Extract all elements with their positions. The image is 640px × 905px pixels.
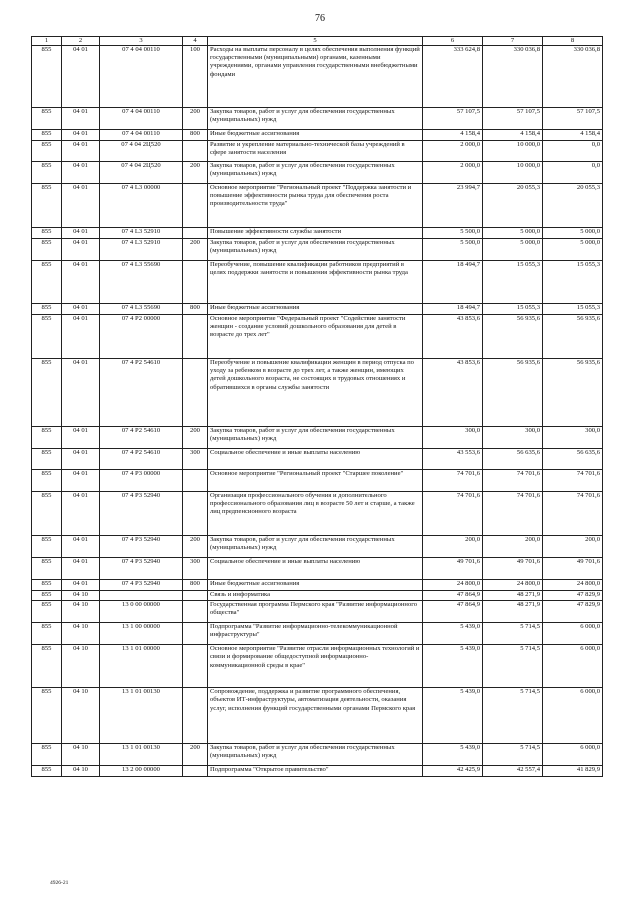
description-cell: Закупка товаров, работ и услуг для обеспечения государственных (муниципальных) нужд xyxy=(208,743,423,765)
amount-col-8-cell: 5 000,0 xyxy=(543,238,603,260)
expense-type-cell: 800 xyxy=(183,303,208,314)
description-cell: Подпрограмма "Открытое правительство" xyxy=(208,765,423,776)
description-cell: Социальное обеспечение и иные выплаты населению xyxy=(208,448,423,469)
table-row xyxy=(32,238,603,260)
amount-col-8-cell: 15 055,3 xyxy=(543,260,603,303)
table-row xyxy=(32,622,603,644)
table-row xyxy=(32,426,603,448)
description-cell: Закупка товаров, работ и услуг для обеспечения государственных (муниципальных) нужд xyxy=(208,161,423,183)
column-header-1: 1 xyxy=(32,37,62,46)
amount-col-6-cell: 47 864,9 xyxy=(423,590,483,600)
amount-col-6-cell: 24 800,0 xyxy=(423,579,483,590)
target-article-cell: 07 4 P3 52940 xyxy=(100,557,183,579)
amount-col-8-cell: 57 107,5 xyxy=(543,107,603,129)
description-cell: Основное мероприятие "Развитие отрасли информационных технологий и связи и формирование общедоступной информационно-коммуникационной среды в крае" xyxy=(208,644,423,687)
admin-code-cell: 855 xyxy=(32,183,62,227)
table-row xyxy=(32,140,603,161)
target-article-cell: 07 4 P3 52940 xyxy=(100,535,183,557)
table-row xyxy=(32,161,603,183)
description-cell: Основное мероприятие "Федеральный проект "Содействие занятости женщин - создание условий дошкольного образования для детей в возрасте до трех лет" xyxy=(208,314,423,358)
description-cell: Иные бюджетные ассигнования xyxy=(208,579,423,590)
amount-col-7-cell: 20 055,3 xyxy=(483,183,543,227)
amount-col-7-cell: 15 055,3 xyxy=(483,260,543,303)
description-cell: Основное мероприятие "Региональный проект "Поддержка занятости и повышение эффективности рынка труда для обеспечения роста производительности труда" xyxy=(208,183,423,227)
expense-type-cell xyxy=(183,687,208,743)
amount-col-7-cell: 200,0 xyxy=(483,535,543,557)
section-code-cell: 04 01 xyxy=(62,535,100,557)
expense-type-cell xyxy=(183,358,208,426)
amount-col-7-cell: 5 714,5 xyxy=(483,644,543,687)
expense-type-cell: 800 xyxy=(183,129,208,140)
description-cell: Закупка товаров, работ и услуг для обеспечения государственных (муниципальных) нужд xyxy=(208,426,423,448)
table-row xyxy=(32,579,603,590)
amount-col-8-cell: 6 000,0 xyxy=(543,743,603,765)
amount-col-7-cell: 10 000,0 xyxy=(483,140,543,161)
target-article-cell: 07 4 P3 00000 xyxy=(100,469,183,491)
amount-col-7-cell: 49 701,6 xyxy=(483,557,543,579)
page-number: 76 xyxy=(315,13,325,24)
amount-col-6-cell: 5 439,0 xyxy=(423,743,483,765)
expense-type-cell xyxy=(183,314,208,358)
amount-col-8-cell: 47 829,9 xyxy=(543,600,603,622)
table-header xyxy=(32,37,603,46)
admin-code-cell: 855 xyxy=(32,622,62,644)
admin-code-cell: 855 xyxy=(32,491,62,535)
amount-col-7-cell: 15 055,3 xyxy=(483,303,543,314)
section-code-cell: 04 01 xyxy=(62,129,100,140)
amount-col-8-cell: 20 055,3 xyxy=(543,183,603,227)
admin-code-cell: 855 xyxy=(32,448,62,469)
admin-code-cell: 855 xyxy=(32,238,62,260)
table-row xyxy=(32,227,603,238)
admin-code-cell: 855 xyxy=(32,590,62,600)
admin-code-cell: 855 xyxy=(32,107,62,129)
amount-col-6-cell: 5 500,0 xyxy=(423,227,483,238)
section-code-cell: 04 01 xyxy=(62,448,100,469)
section-code-cell: 04 10 xyxy=(62,644,100,687)
table-row xyxy=(32,358,603,426)
description-cell: Связь и информатика xyxy=(208,590,423,600)
section-code-cell: 04 01 xyxy=(62,161,100,183)
admin-code-cell: 855 xyxy=(32,535,62,557)
admin-code-cell: 855 xyxy=(32,129,62,140)
admin-code-cell: 855 xyxy=(32,644,62,687)
description-cell: Социальное обеспечение и иные выплаты населению xyxy=(208,557,423,579)
table-row xyxy=(32,107,603,129)
amount-col-8-cell: 6 000,0 xyxy=(543,644,603,687)
amount-col-8-cell: 6 000,0 xyxy=(543,622,603,644)
amount-col-7-cell: 48 271,9 xyxy=(483,600,543,622)
amount-col-7-cell: 330 036,8 xyxy=(483,45,543,107)
amount-col-7-cell: 42 557,4 xyxy=(483,765,543,776)
description-cell: Закупка товаров, работ и услуг для обеспечения государственных (муниципальных) нужд xyxy=(208,107,423,129)
amount-col-8-cell: 74 701,6 xyxy=(543,491,603,535)
section-code-cell: 04 10 xyxy=(62,743,100,765)
target-article-cell: 07 4 L3 55690 xyxy=(100,303,183,314)
amount-col-6-cell: 333 624,8 xyxy=(423,45,483,107)
expense-type-cell xyxy=(183,140,208,161)
section-code-cell: 04 01 xyxy=(62,227,100,238)
amount-col-6-cell: 5 439,0 xyxy=(423,644,483,687)
amount-col-6-cell: 5 439,0 xyxy=(423,622,483,644)
expense-type-cell: 200 xyxy=(183,743,208,765)
amount-col-6-cell: 74 701,6 xyxy=(423,469,483,491)
amount-col-6-cell: 47 864,9 xyxy=(423,600,483,622)
section-code-cell: 04 01 xyxy=(62,557,100,579)
expense-type-cell: 800 xyxy=(183,579,208,590)
table-row xyxy=(32,600,603,622)
amount-col-6-cell: 43 853,6 xyxy=(423,358,483,426)
table-row xyxy=(32,129,603,140)
target-article-cell: 07 4 P3 52940 xyxy=(100,491,183,535)
table-row xyxy=(32,491,603,535)
amount-col-8-cell: 200,0 xyxy=(543,535,603,557)
amount-col-8-cell: 56 635,6 xyxy=(543,448,603,469)
amount-col-7-cell: 300,0 xyxy=(483,426,543,448)
section-code-cell: 04 01 xyxy=(62,107,100,129)
description-cell: Основное мероприятие "Региональный проект "Старшее поколение" xyxy=(208,469,423,491)
target-article-cell: 07 4 P2 54610 xyxy=(100,426,183,448)
target-article-cell: 07 4 L3 52910 xyxy=(100,238,183,260)
table-row xyxy=(32,448,603,469)
amount-col-6-cell: 4 158,4 xyxy=(423,129,483,140)
description-cell: Иные бюджетные ассигнования xyxy=(208,129,423,140)
description-cell: Развитие и укрепление материально-технической базы учреждений в сфере занятости населения xyxy=(208,140,423,161)
section-code-cell: 04 01 xyxy=(62,426,100,448)
target-article-cell: 13 1 01 00000 xyxy=(100,644,183,687)
section-code-cell: 04 01 xyxy=(62,140,100,161)
amount-col-8-cell: 6 000,0 xyxy=(543,687,603,743)
amount-col-8-cell: 56 935,6 xyxy=(543,314,603,358)
amount-col-7-cell: 56 935,6 xyxy=(483,358,543,426)
target-article-cell: 07 4 04 2Ц520 xyxy=(100,161,183,183)
amount-col-7-cell: 57 107,5 xyxy=(483,107,543,129)
amount-col-8-cell: 24 800,0 xyxy=(543,579,603,590)
amount-col-6-cell: 23 994,7 xyxy=(423,183,483,227)
expense-type-cell: 200 xyxy=(183,535,208,557)
section-code-cell: 04 01 xyxy=(62,238,100,260)
amount-col-7-cell: 5 000,0 xyxy=(483,227,543,238)
expense-type-cell xyxy=(183,491,208,535)
table-row xyxy=(32,743,603,765)
admin-code-cell: 855 xyxy=(32,227,62,238)
admin-code-cell: 855 xyxy=(32,687,62,743)
header-row xyxy=(32,37,603,46)
admin-code-cell: 855 xyxy=(32,161,62,183)
section-code-cell: 04 10 xyxy=(62,590,100,600)
amount-col-6-cell: 42 425,9 xyxy=(423,765,483,776)
budget-table xyxy=(31,36,603,777)
admin-code-cell: 855 xyxy=(32,765,62,776)
amount-col-7-cell: 74 701,6 xyxy=(483,491,543,535)
amount-col-6-cell: 49 701,6 xyxy=(423,557,483,579)
expense-type-cell xyxy=(183,183,208,227)
admin-code-cell: 855 xyxy=(32,579,62,590)
expense-type-cell xyxy=(183,469,208,491)
section-code-cell: 04 01 xyxy=(62,579,100,590)
description-cell: Переобучение и повышение квалификации женщин в период отпуска по уходу за ребенком в возрасте до трех лет, а также женщин, имеющих детей дошкольного возраста, не состоящих в трудовых отношениях и обратившихся в органы службы занятости xyxy=(208,358,423,426)
amount-col-7-cell: 5 714,5 xyxy=(483,622,543,644)
amount-col-7-cell: 10 000,0 xyxy=(483,161,543,183)
section-code-cell: 04 01 xyxy=(62,183,100,227)
amount-col-8-cell: 0,0 xyxy=(543,161,603,183)
amount-col-8-cell: 300,0 xyxy=(543,426,603,448)
section-code-cell: 04 10 xyxy=(62,765,100,776)
expense-type-cell: 200 xyxy=(183,426,208,448)
expense-type-cell xyxy=(183,644,208,687)
footer-code: 4926-21 xyxy=(50,880,69,886)
amount-col-8-cell: 330 036,8 xyxy=(543,45,603,107)
target-article-cell: 07 4 P2 54610 xyxy=(100,448,183,469)
admin-code-cell: 855 xyxy=(32,260,62,303)
target-article-cell: 07 4 L3 52910 xyxy=(100,227,183,238)
target-article-cell: 07 4 04 2Ц520 xyxy=(100,140,183,161)
table-row xyxy=(32,590,603,600)
amount-col-7-cell: 74 701,6 xyxy=(483,469,543,491)
amount-col-6-cell: 2 000,0 xyxy=(423,161,483,183)
column-header-7: 7 xyxy=(483,37,543,46)
amount-col-6-cell: 18 494,7 xyxy=(423,303,483,314)
amount-col-6-cell: 200,0 xyxy=(423,535,483,557)
amount-col-6-cell: 43 553,6 xyxy=(423,448,483,469)
admin-code-cell: 855 xyxy=(32,303,62,314)
column-header-6: 6 xyxy=(423,37,483,46)
amount-col-7-cell: 5 714,5 xyxy=(483,687,543,743)
expense-type-cell xyxy=(183,765,208,776)
section-code-cell: 04 10 xyxy=(62,687,100,743)
amount-col-6-cell: 2 000,0 xyxy=(423,140,483,161)
description-cell: Переобучение, повышение квалификации работников предприятий в целях поддержки занятости и повышения эффективности рынка труда xyxy=(208,260,423,303)
amount-col-8-cell: 0,0 xyxy=(543,140,603,161)
table-row xyxy=(32,557,603,579)
amount-col-7-cell: 5 000,0 xyxy=(483,238,543,260)
table-row xyxy=(32,535,603,557)
target-article-cell: 07 4 P3 52940 xyxy=(100,579,183,590)
amount-col-8-cell: 47 829,9 xyxy=(543,590,603,600)
target-article-cell: 13 2 00 00000 xyxy=(100,765,183,776)
table-row xyxy=(32,303,603,314)
target-article-cell: 07 4 04 00110 xyxy=(100,107,183,129)
amount-col-6-cell: 74 701,6 xyxy=(423,491,483,535)
admin-code-cell: 855 xyxy=(32,426,62,448)
section-code-cell: 04 01 xyxy=(62,260,100,303)
target-article-cell: 13 1 01 00130 xyxy=(100,743,183,765)
amount-col-8-cell: 74 701,6 xyxy=(543,469,603,491)
expense-type-cell: 100 xyxy=(183,45,208,107)
table-row xyxy=(32,687,603,743)
table-row xyxy=(32,765,603,776)
expense-type-cell xyxy=(183,260,208,303)
amount-col-7-cell: 56 635,6 xyxy=(483,448,543,469)
amount-col-7-cell: 4 158,4 xyxy=(483,129,543,140)
amount-col-8-cell: 15 055,3 xyxy=(543,303,603,314)
section-code-cell: 04 01 xyxy=(62,491,100,535)
expense-type-cell xyxy=(183,600,208,622)
expense-type-cell: 200 xyxy=(183,107,208,129)
section-code-cell: 04 01 xyxy=(62,469,100,491)
description-cell: Закупка товаров, работ и услуг для обеспечения государственных (муниципальных) нужд xyxy=(208,535,423,557)
target-article-cell: 07 4 L3 55690 xyxy=(100,260,183,303)
admin-code-cell: 855 xyxy=(32,358,62,426)
admin-code-cell: 855 xyxy=(32,469,62,491)
amount-col-7-cell: 48 271,9 xyxy=(483,590,543,600)
amount-col-8-cell: 4 158,4 xyxy=(543,129,603,140)
target-article-cell xyxy=(100,590,183,600)
column-header-4: 4 xyxy=(183,37,208,46)
target-article-cell: 07 4 04 00110 xyxy=(100,129,183,140)
amount-col-8-cell: 49 701,6 xyxy=(543,557,603,579)
expense-type-cell xyxy=(183,590,208,600)
description-cell: Сопровождение, поддержка и развитие программного обеспечения, объектов ИТ-инфраструктуры, автоматизация деятельности, оказания услуг, исполнения функций государственными органами Пермского края xyxy=(208,687,423,743)
section-code-cell: 04 10 xyxy=(62,600,100,622)
table-row xyxy=(32,469,603,491)
amount-col-6-cell: 5 500,0 xyxy=(423,238,483,260)
description-cell: Организация профессионального обучения и дополнительного профессионального образования лиц в возрасте 50 лет и старше, а также лиц предпенсионного возраста xyxy=(208,491,423,535)
target-article-cell: 07 4 P2 54610 xyxy=(100,358,183,426)
table-row xyxy=(32,314,603,358)
admin-code-cell: 855 xyxy=(32,45,62,107)
target-article-cell: 07 4 04 00110 xyxy=(100,45,183,107)
section-code-cell: 04 01 xyxy=(62,314,100,358)
admin-code-cell: 855 xyxy=(32,557,62,579)
admin-code-cell: 855 xyxy=(32,743,62,765)
expense-type-cell: 300 xyxy=(183,557,208,579)
table-body xyxy=(32,45,603,776)
table-row xyxy=(32,260,603,303)
description-cell: Закупка товаров, работ и услуг для обеспечения государственных (муниципальных) нужд xyxy=(208,238,423,260)
table-row xyxy=(32,45,603,107)
description-cell: Повышение эффективности службы занятости xyxy=(208,227,423,238)
column-header-5: 5 xyxy=(208,37,423,46)
target-article-cell: 13 0 00 00000 xyxy=(100,600,183,622)
amount-col-7-cell: 24 800,0 xyxy=(483,579,543,590)
expense-type-cell: 300 xyxy=(183,448,208,469)
expense-type-cell xyxy=(183,227,208,238)
expense-type-cell xyxy=(183,622,208,644)
amount-col-7-cell: 5 714,5 xyxy=(483,743,543,765)
table-row xyxy=(32,183,603,227)
description-cell: Подпрограмма "Развитие информационно-телекоммуникационной инфраструктуры" xyxy=(208,622,423,644)
section-code-cell: 04 10 xyxy=(62,622,100,644)
section-code-cell: 04 01 xyxy=(62,358,100,426)
target-article-cell: 13 1 00 00000 xyxy=(100,622,183,644)
target-article-cell: 07 4 P2 00000 xyxy=(100,314,183,358)
target-article-cell: 07 4 L3 00000 xyxy=(100,183,183,227)
expense-type-cell: 200 xyxy=(183,161,208,183)
admin-code-cell: 855 xyxy=(32,314,62,358)
description-cell: Государственная программа Пермского края "Развитие информационного общества" xyxy=(208,600,423,622)
column-header-3: 3 xyxy=(100,37,183,46)
column-header-2: 2 xyxy=(62,37,100,46)
column-header-8: 8 xyxy=(543,37,603,46)
admin-code-cell: 855 xyxy=(32,140,62,161)
description-cell: Иные бюджетные ассигнования xyxy=(208,303,423,314)
admin-code-cell: 855 xyxy=(32,600,62,622)
amount-col-6-cell: 57 107,5 xyxy=(423,107,483,129)
amount-col-7-cell: 56 935,6 xyxy=(483,314,543,358)
amount-col-8-cell: 41 829,9 xyxy=(543,765,603,776)
amount-col-6-cell: 18 494,7 xyxy=(423,260,483,303)
amount-col-8-cell: 56 935,6 xyxy=(543,358,603,426)
target-article-cell: 13 1 01 00130 xyxy=(100,687,183,743)
description-cell: Расходы на выплаты персоналу в целях обеспечения выполнения функций государственными (муниципальными) органами, казенными учреждениями, органами управления государственными внебюджетными фондами xyxy=(208,45,423,107)
expense-type-cell: 200 xyxy=(183,238,208,260)
section-code-cell: 04 01 xyxy=(62,45,100,107)
amount-col-6-cell: 5 439,0 xyxy=(423,687,483,743)
table-row xyxy=(32,644,603,687)
amount-col-8-cell: 5 000,0 xyxy=(543,227,603,238)
amount-col-6-cell: 300,0 xyxy=(423,426,483,448)
section-code-cell: 04 01 xyxy=(62,303,100,314)
amount-col-6-cell: 43 853,6 xyxy=(423,314,483,358)
